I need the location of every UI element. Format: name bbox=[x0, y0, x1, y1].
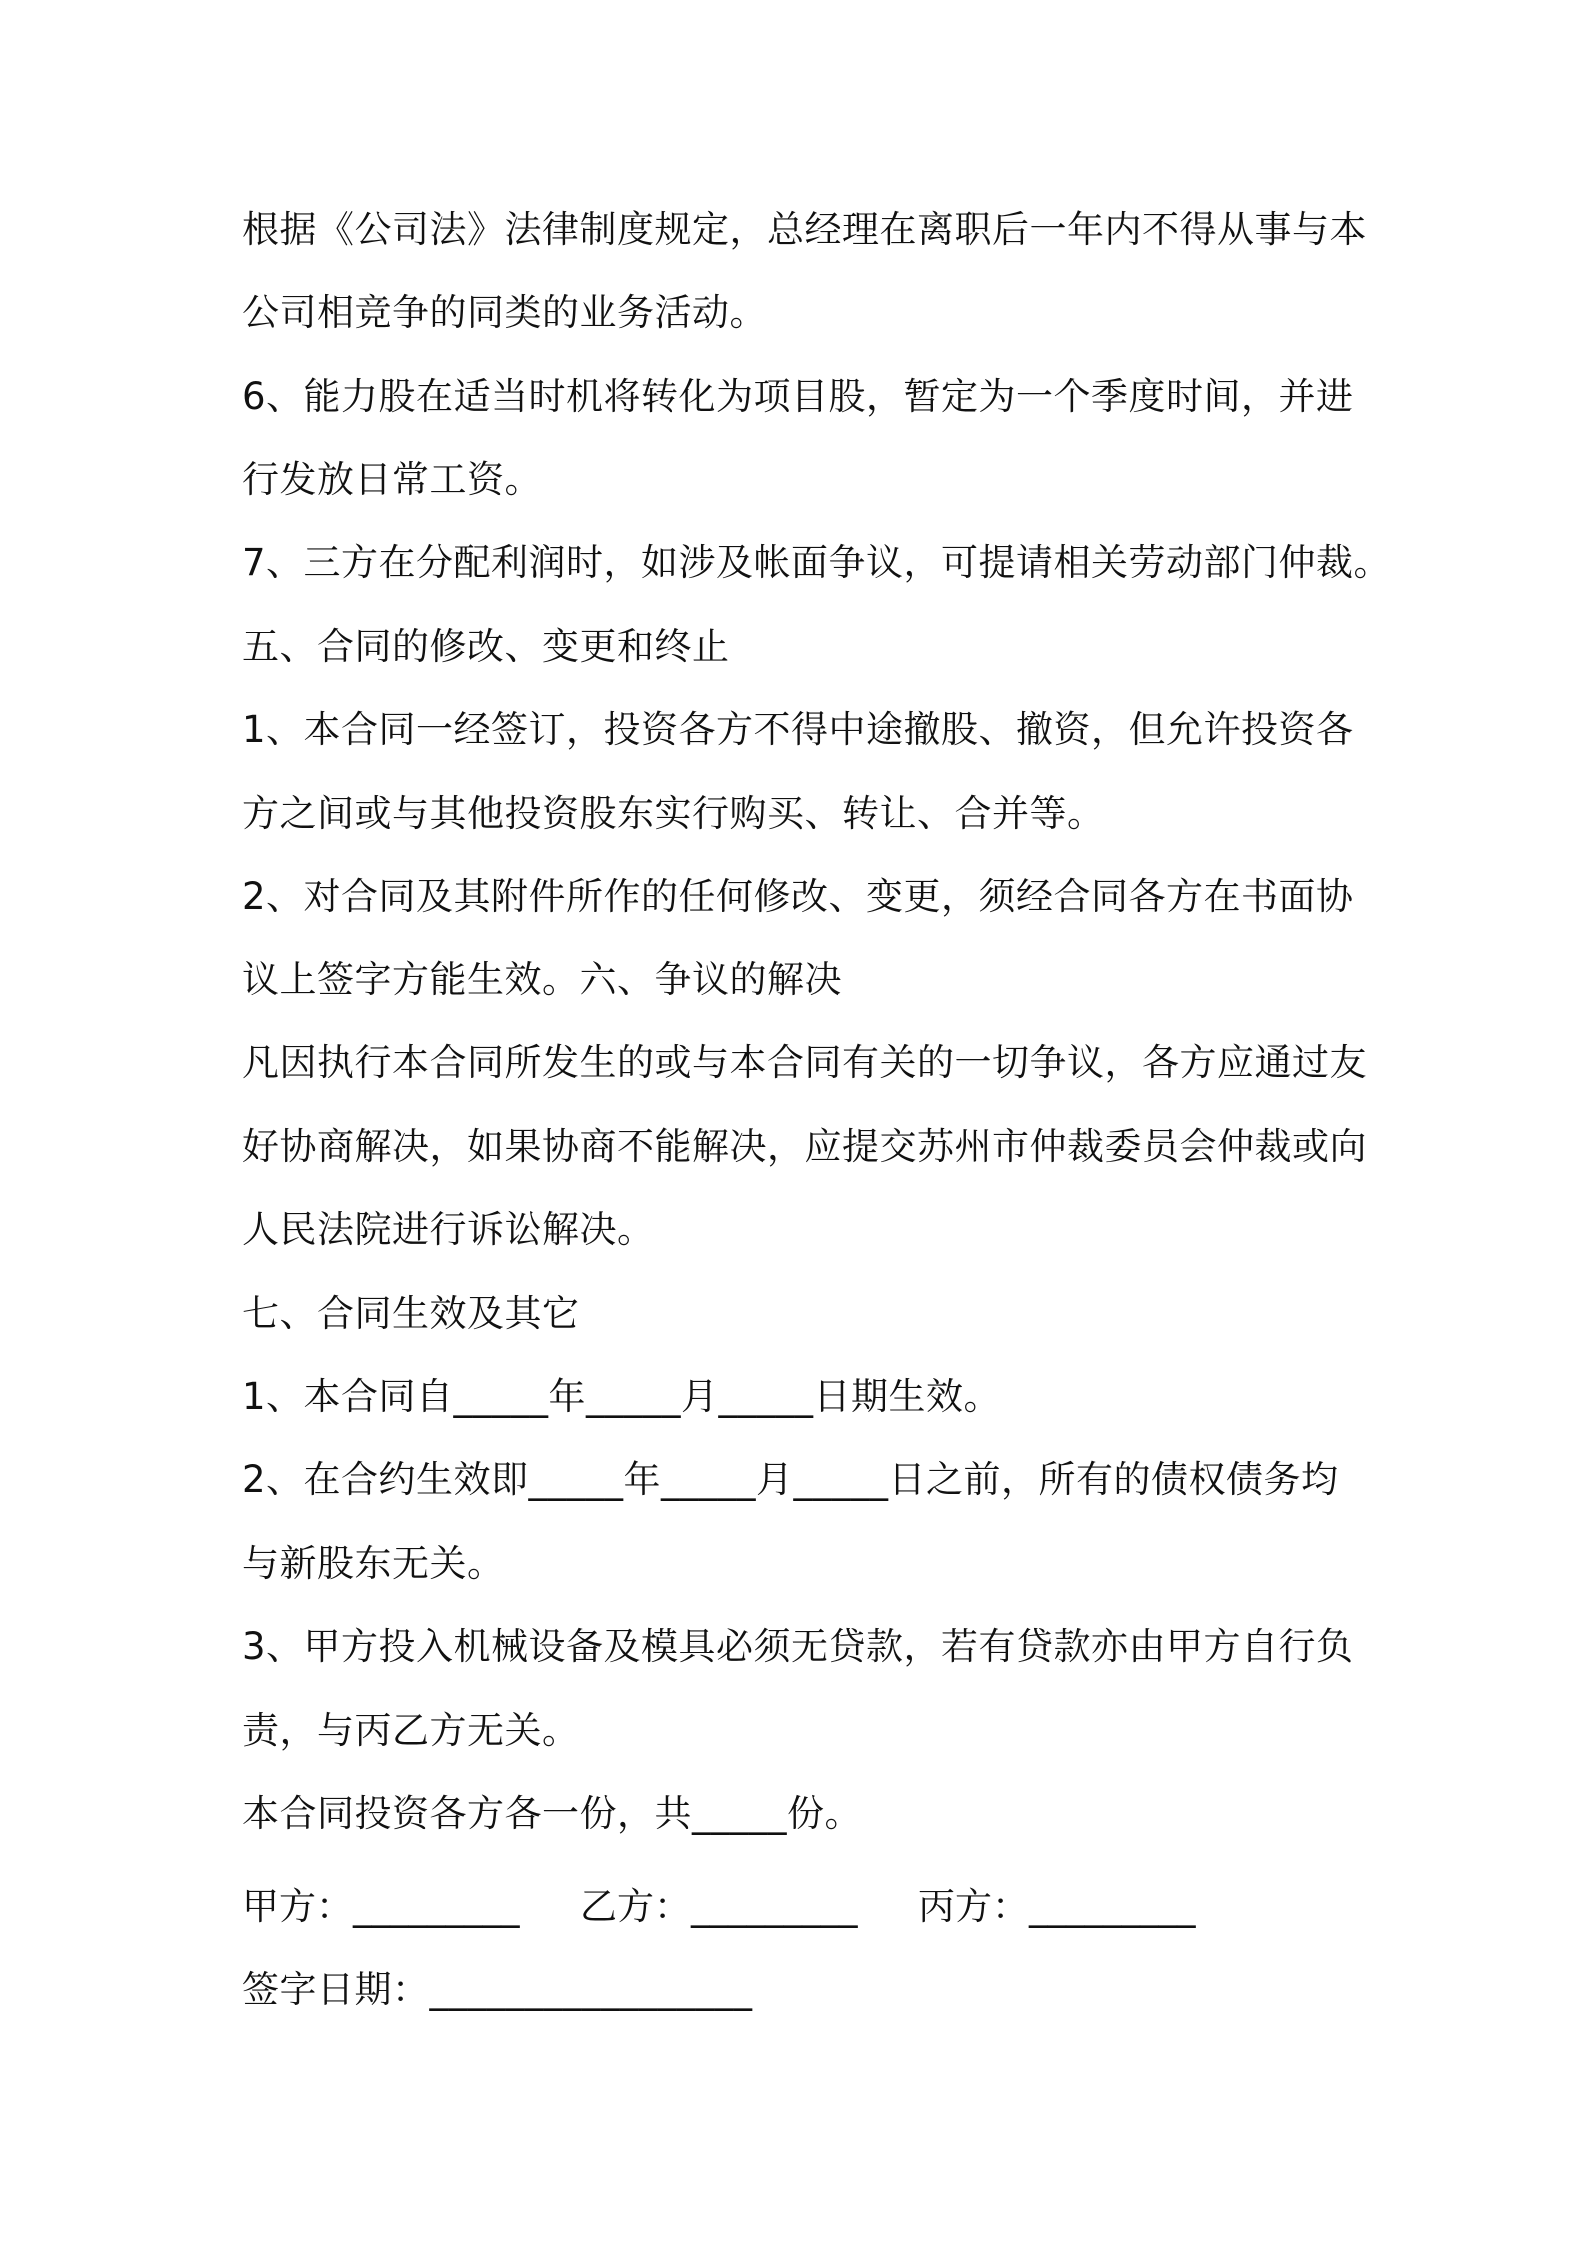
text-line: 2、对合同及其附件所作的任何修改、变更，须经合同各方在书面协 bbox=[242, 875, 1354, 918]
text-line: 1、本合同一经签订，投资各方不得中途撤股、撤资，但允许投资各 bbox=[242, 708, 1354, 751]
text-line: 与新股东无关。 bbox=[242, 1542, 505, 1585]
text-line: 2、在合约生效即_____年_____月_____日之前，所有的债权债务均 bbox=[242, 1458, 1339, 1501]
text-line: 3、甲方投入机械设备及模具必须无贷款，若有贷款亦由甲方自行负 bbox=[242, 1625, 1354, 1668]
text-line: 凡因执行本合同所发生的或与本合同有关的一切争议，各方应通过友 bbox=[242, 1041, 1367, 1084]
text-line: 方之间或与其他投资股东实行购买、转让、合并等。 bbox=[242, 792, 1105, 835]
text-line: 根据《公司法》法律制度规定，总经理在离职后一年内不得从事与本 bbox=[242, 208, 1367, 251]
party-c-signature: 丙方：_________ bbox=[918, 1885, 1196, 1928]
text-line: 好协商解决，如果协商不能解决，应提交苏州市仲裁委员会仲裁或向 bbox=[242, 1125, 1367, 1168]
text-line: 人民法院进行诉讼解决。 bbox=[242, 1208, 655, 1251]
party-a-signature: 甲方：_________ bbox=[242, 1885, 520, 1928]
section-heading: 七、合同生效及其它 bbox=[242, 1292, 580, 1335]
text-line: 公司相竞争的同类的业务活动。 bbox=[242, 291, 767, 334]
text-line: 行发放日常工资。 bbox=[242, 458, 542, 501]
text-line: 6、能力股在适当时机将转化为项目股，暂定为一个季度时间，并进 bbox=[242, 375, 1354, 418]
text-line: 7、三方在分配利润时，如涉及帐面争议，可提请相关劳动部门仲裁。 bbox=[242, 541, 1392, 584]
section-heading: 五、合同的修改、变更和终止 bbox=[242, 625, 730, 668]
text-line: 责，与丙乙方无关。 bbox=[242, 1709, 580, 1752]
text-line: 本合同投资各方各一份，共_____份。 bbox=[242, 1792, 862, 1835]
text-line: 议上签字方能生效。六、争议的解决 bbox=[242, 958, 842, 1001]
text-line: 1、本合同自_____年_____月_____日期生效。 bbox=[242, 1375, 1002, 1418]
party-b-signature: 乙方：_________ bbox=[580, 1885, 858, 1928]
signature-row bbox=[242, 1882, 1242, 1932]
sign-date: 签字日期：_________________ bbox=[242, 1968, 753, 2011]
